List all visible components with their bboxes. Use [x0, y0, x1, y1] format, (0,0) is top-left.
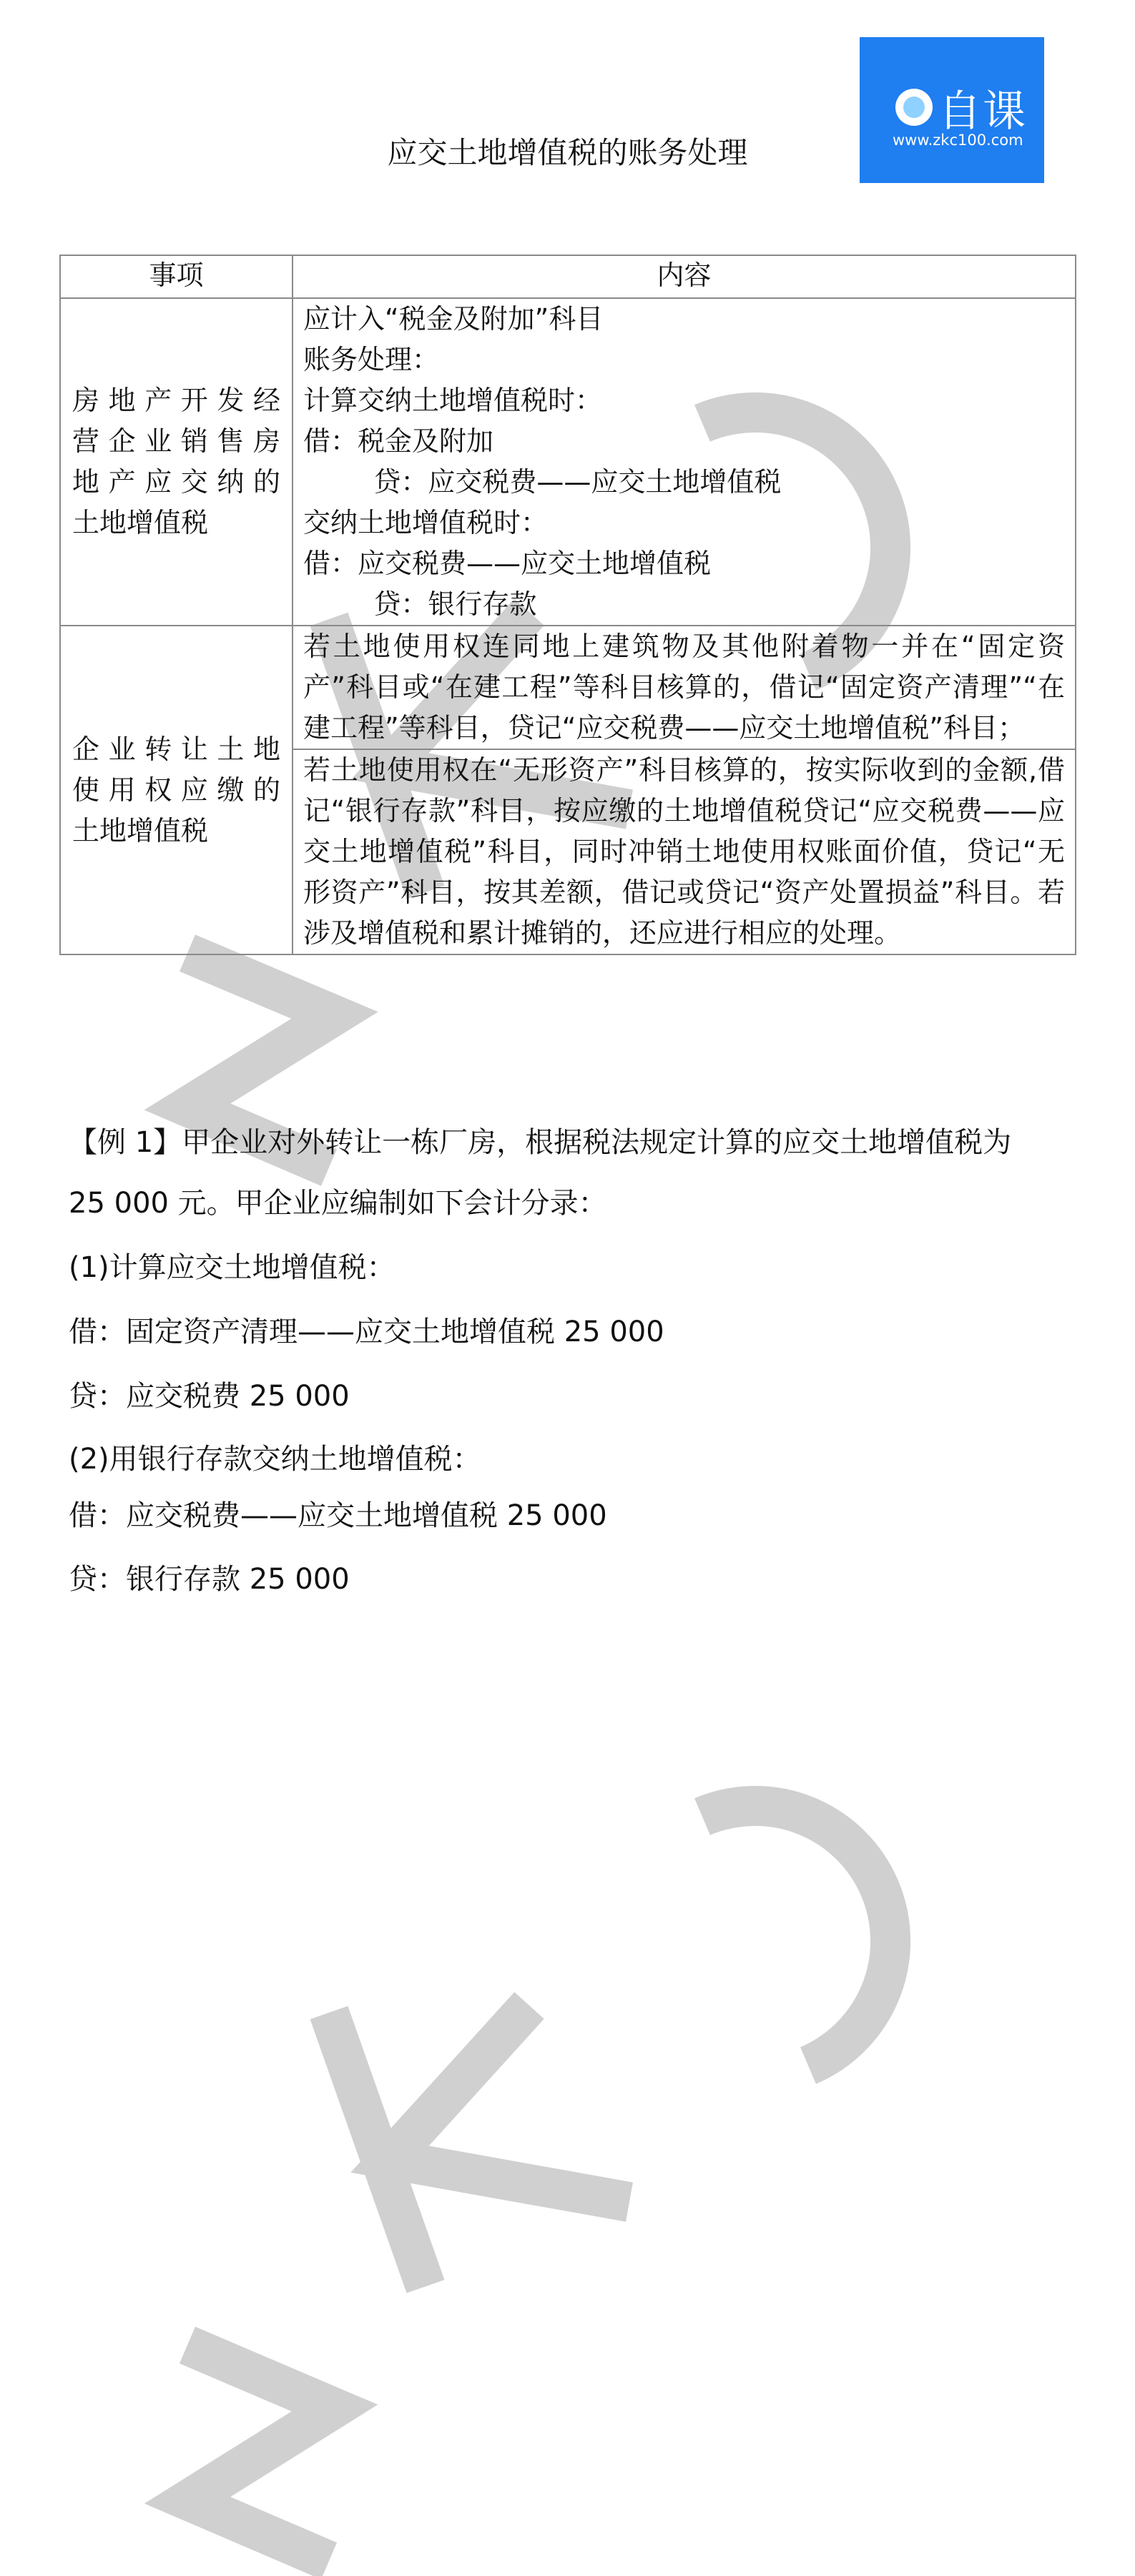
content-cell: [293, 749, 1076, 954]
item-line: 企业转让土地: [72, 733, 280, 765]
content-line: 账务处理：: [303, 344, 440, 375]
logo-brand: 自课: [938, 87, 1027, 137]
item-line: 地产应交纳的: [72, 466, 280, 498]
content-line: 借：税金及附加: [303, 425, 494, 457]
example-line: 贷：应交税费 25 000: [69, 1380, 350, 1413]
content-line: 贷：银行存款: [339, 588, 537, 620]
table-header-row: [60, 255, 1076, 298]
logo-url: www.zkc100.com: [893, 132, 1023, 149]
item-cell: [60, 626, 293, 954]
example-line: 借：应交税费——应交土地增值税 25 000: [69, 1499, 607, 1532]
content-line: 计算交纳土地增值税时：: [303, 385, 603, 416]
content-paragraph: 若土地使用权在“无形资产”科目核算的，按实际收到的金额,借记“银行存款”科目，按应缴的土地增值税贷记“应交税费——应交土地增值税”科目，同时冲销土地使用权账面价值，贷记“无形资产”科目，按其差额，借记或贷记“资产处置损益”科目。若涉及增值税和累计摊销的，还应进行相应的处理。: [303, 754, 1065, 949]
document-title: 应交土地增值税的账务处理: [387, 135, 748, 170]
example-line: 25 000 元。甲企业应编制如下会计分录：: [69, 1187, 607, 1220]
item-line: 使用权应缴的: [72, 774, 280, 806]
header-item: 事项: [60, 255, 293, 298]
accounting-table: [59, 255, 1076, 955]
content-cell: [293, 298, 1076, 626]
item-line: 土地增值税: [72, 814, 209, 847]
example-line: 贷：银行存款 25 000: [69, 1563, 350, 1596]
header-content: 内容: [293, 255, 1076, 298]
table-row: [60, 626, 1076, 749]
example-line: (2)用银行存款交纳土地增值税：: [69, 1443, 481, 1476]
item-line: 营企业销售房: [72, 425, 280, 457]
logo-mark-icon: [895, 89, 933, 126]
item-cell: [60, 298, 293, 626]
example-line: (1)计算应交土地增值税：: [69, 1251, 395, 1284]
item-line: 房地产开发经: [72, 385, 280, 416]
item-line: 土地增值税: [72, 507, 209, 538]
content-line: 应计入“税金及附加”科目: [303, 303, 604, 335]
content-line: 借：应交税费——应交土地增值税: [303, 548, 712, 579]
example-line: 【例 1】甲企业对外转让一栋厂房，根据税法规定计算的应交土地增值税为: [69, 1126, 1012, 1159]
table-row: [60, 298, 1076, 626]
content-paragraph: 若土地使用权连同地上建筑物及其他附着物一并在“固定资产”科目或“在建工程”等科目核算的，借记“固定资产清理”“在建工程”等科目，贷记“应交税费——应交土地增值税”科目；: [303, 631, 1065, 744]
content-line: 交纳土地增值税时：: [303, 507, 549, 538]
example-line: 借：固定资产清理——应交土地增值税 25 000: [69, 1316, 664, 1348]
content-cell: [293, 626, 1076, 749]
content-line: 贷：应交税费——应交土地增值税: [339, 466, 782, 498]
